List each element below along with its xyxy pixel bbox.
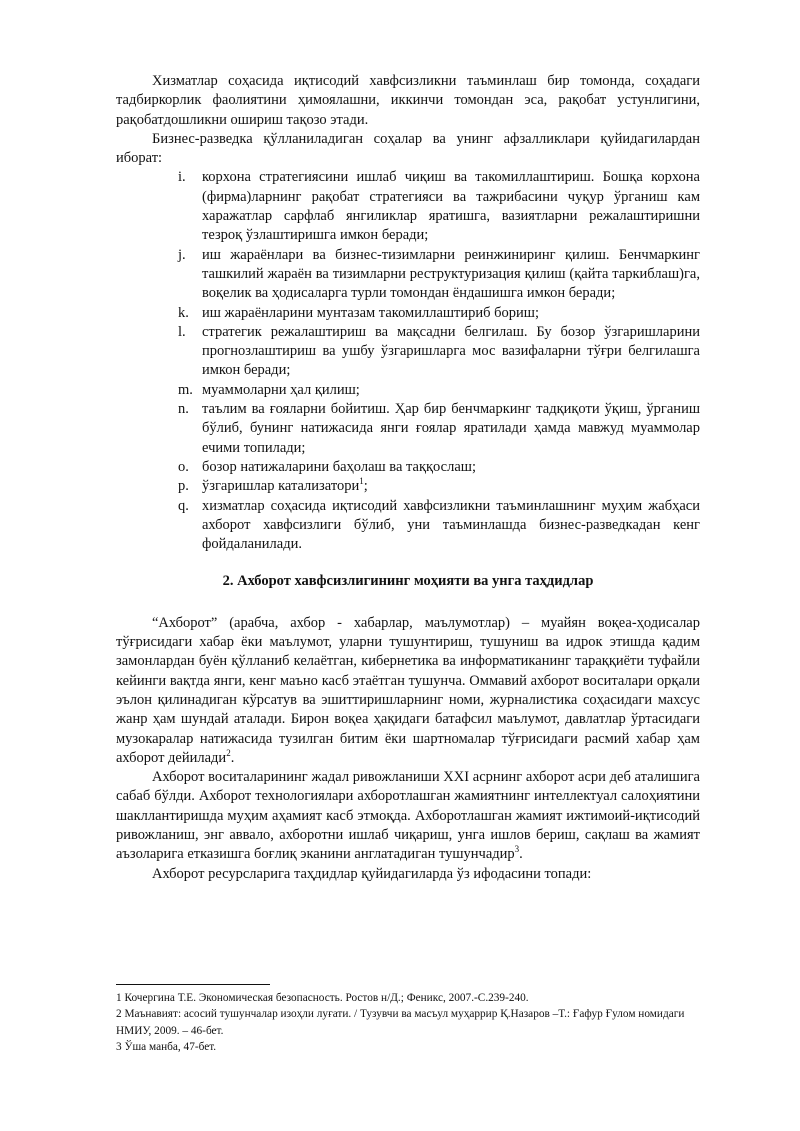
footnote-ref[interactable]: 3: [514, 844, 520, 855]
list-marker: q.: [178, 497, 189, 514]
list-item-text: иш жараёнлари ва бизнес-тизимларни реинжиниринг қилиш. Бенчмаркинг ташкилий жараён ва тизимларни реструктуризация қилиш (қайта таркиблаш)га, воқелик ва ҳодисаларга турли томондан ёндашишга имкон беради;: [202, 246, 700, 302]
list-item-text: корхона стратегиясини ишлаб чиқиш ва такомиллаштириш. Бошқа корхона (фирма)ларнинг рақобат стратегияси ва тажрибасини чуқур ўрганиш кам харажатлар сарфлаб янгиликлар яратишга, вазиятларни режалаштиришни тезроқ ўзлаштиришга имкон беради;: [202, 169, 700, 244]
paragraph-text: “Ахборот” (арабча, ахбор - хабарлар, маълумотлар) – муайян воқеа-ҳодисалар тўғрисидаги хабар ёки маълумот, уларни тушунтириш, тушуниш ва идрок этишда қадим замонлардан буён қўлланиб келаётган, кибернетика ва информатиканинг тараққиёти туфайли кейинги вақтда янги, кенг маъно касб этаётган тушунча. Оммавий ахборот воситалари орқали эълон қилинадиган кўрсатув ва эшиттиришларнинг номи, журналистика соҳасидаги махсус жанр ҳам шундай аталади. Бирон воқеа ҳақидаги батафсил маълумот, давлатлар ўртасидаги музокаралар натижасида тузилган битим ёки шартномалар тўғрисидаги расмий хабар ҳам ахборот дейилади: [116, 614, 700, 766]
list-marker: k.: [178, 304, 189, 321]
footnotes: [116, 984, 706, 1055]
footnote: 1 Кочергина Т.Е. Экономическая безопасность. Ростов н/Д.; Феникс, 2007.-С.239-240.: [116, 992, 529, 1004]
list-item: [178, 497, 700, 555]
list-marker: p.: [178, 478, 189, 495]
list-item-text: хизматлар соҳасида иқтисодий хавфсизликни таъминлашнинг муҳим жабҳаси ахборот хавфсизлиги бўлиб, уни таъминлашда бизнес-разведкадан кенг фойдаланилади.: [202, 497, 700, 553]
list-item: [178, 246, 700, 304]
list-item-text: таълим ва ғояларни бойитиш. Ҳар бир бенчмаркинг тадқиқоти ўқиш, ўрганиш бўлиб, бунинг натижасида янги ғоялар яратилади ҳамда мавжуд муаммолар ечими топилади;: [202, 401, 700, 456]
list-item-punctuation: ;: [363, 478, 368, 495]
document-page: [116, 72, 700, 884]
list-marker: n.: [178, 401, 189, 418]
paragraph-end: .: [519, 846, 523, 863]
list-item-text: бозор натижаларини баҳолаш ва таққослаш;: [202, 458, 476, 475]
body-paragraph-3: Ахборот ресурсларига таҳдидлар қуйидагиларда ўз ифодасини топади:: [152, 865, 592, 882]
paragraph-end: .: [230, 749, 235, 766]
footnote-ref[interactable]: 2: [226, 747, 231, 758]
list-marker: m.: [178, 381, 193, 398]
list-item: [178, 400, 700, 458]
intro-paragraph-1: Хизматлар соҳасида иқтисодий хавфсизликни таъминлаш бир томонда, соҳадаги тадбиркорлик фаолиятини ҳимоялашни, иккинчи томондан эса, рақобат устунлигини, рақобатдошликни ошириш тақозо этади.: [116, 73, 700, 128]
benefits-list: [116, 168, 700, 554]
paragraph-text: Ахборот воситаларининг жадал ривожланиши XXI асрнинг ахборот асри деб аталишига сабаб бўлди. Ахборот технологиялари ахборотлашган жамиятнинг интеллектуал салоҳиятини шакллантиришда муҳим аҳамият касб этмоқда. Ахборотлашган жамият ижтимоий-иқтисодий ривожланиш, энг аввало, ахборотни ишлаб чиқариш, унга ишлов бериш, сақлаш ва жамият аъзоларига етказишга боғлиқ эканини англатадиган тушунчадир: [116, 769, 700, 863]
list-item: [178, 458, 700, 477]
list-marker: l.: [178, 323, 186, 340]
list-item-text: муаммоларни ҳал қилиш;: [202, 381, 360, 398]
list-marker: j.: [178, 246, 186, 263]
body-paragraph-1: [116, 614, 700, 768]
list-item: [178, 476, 700, 496]
list-item: [178, 323, 700, 381]
intro-paragraph-2: Бизнес-разведка қўлланиладиган соҳалар ва унинг афзалликлари қуйидагилардан иборат:: [116, 130, 700, 167]
footnote: 3 Ўша манба, 47-бет.: [116, 1040, 217, 1053]
list-item: [178, 381, 700, 400]
footnote: 2 Маънавият: асосий тушунчалар изоҳли луғати. / Тузувчи ва масъул муҳаррир Қ.Назаров –Т.: Ғафур Ғулом номидаги НМИУ, 2009. – 46-бет.: [116, 1008, 685, 1037]
list-item-text: ўзгаришлар катализатори: [202, 478, 360, 495]
list-item: [178, 304, 700, 323]
list-marker: i.: [178, 169, 186, 186]
list-item-text: стратегик режалаштириш ва мақсадни белгилаш. Бу бозор ўзгаришларини прогнозлаштириш ва ушбу ўзгаришларга мос вазифаларни тўғри белгилашга имкон беради;: [202, 323, 700, 379]
footnote-separator: [116, 984, 270, 985]
footnote-ref[interactable]: 1: [359, 476, 364, 487]
list-item-text: иш жараёнларини мунтазам такомиллаштириб бориш;: [202, 304, 539, 321]
list-marker: o.: [178, 458, 189, 475]
list-item: [178, 168, 700, 245]
section-heading: 2. Ахборот хавфсизлигининг моҳияти ва унга таҳдидлар: [222, 573, 594, 590]
body-paragraph-2: [116, 768, 700, 864]
